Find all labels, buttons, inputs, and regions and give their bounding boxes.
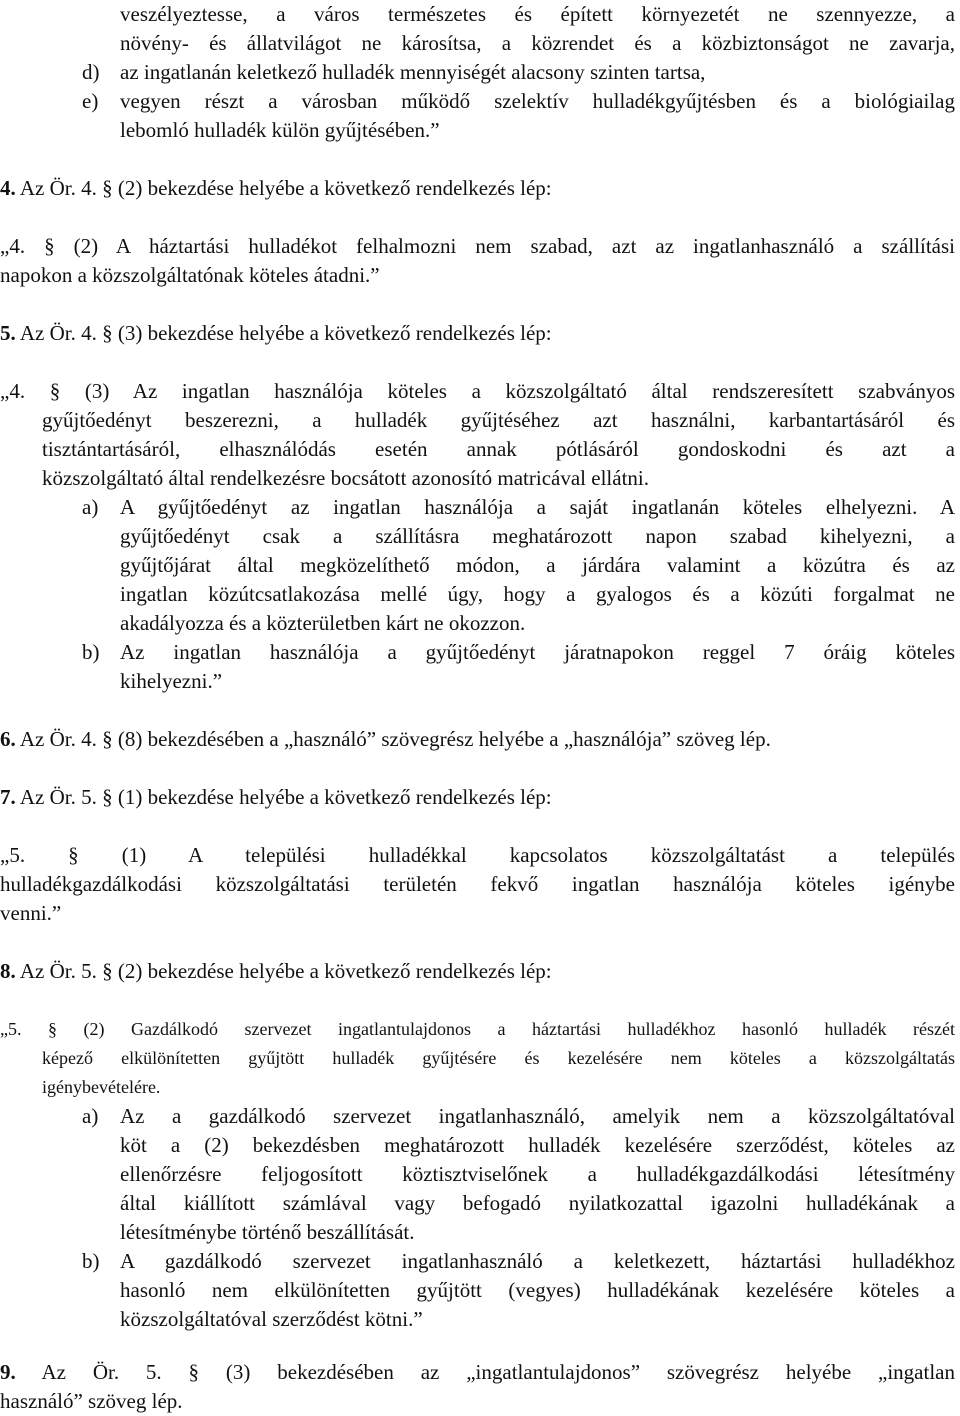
amendment-number: 7.	[0, 785, 16, 809]
text-line: gyűjtőedényt beszerezni, a hulladék gyűjtéséhez azt használni, karbantartásáról és	[42, 408, 955, 432]
amendment-heading: 9. Az Ör. 5. § (3) bekezdésében az „ingatlantulajdonos” szövegrész helyébe „ingatlan	[0, 1360, 955, 1384]
list-marker: d)	[82, 60, 100, 84]
amendment-heading: 6. Az Ör. 4. § (8) bekezdésében a „használó” szövegrész helyébe a „használója” szöveg lép.	[0, 727, 771, 751]
amendment-number: 8.	[0, 959, 16, 983]
amendment-heading: 7. Az Ör. 5. § (1) bekezdése helyébe a következő rendelkezés lép:	[0, 785, 552, 809]
text-line: hulladékgazdálkodási közszolgáltatási területén fekvő ingatlan használója köteles igénybe	[0, 872, 955, 896]
list-item: a) A gyűjtőedényt az ingatlan használója a saját ingatlanán köteles elhelyezni. A	[0, 493, 960, 522]
text-line: „4. § (3) Az ingatlan használója köteles a közszolgáltató által rendszeresített szabványos	[0, 379, 955, 403]
list-item: b) Az ingatlan használója a gyűjtőedényt járatnapokon reggel 7 óráig köteles	[0, 638, 960, 667]
amendment-number: 6.	[0, 727, 16, 751]
text-line: igénybevételére.	[42, 1077, 161, 1097]
text-line: hasonló nem elkülönítetten gyűjtött (vegyes) hulladékának kezelésére köteles a	[120, 1278, 955, 1302]
text-line: lebomló hulladék külön gyűjtésében.”	[120, 118, 440, 142]
amendment-heading: 4. Az Ör. 4. § (2) bekezdése helyébe a következő rendelkezés lép:	[0, 176, 552, 200]
text-line: ingatlan közútcsatlakozása mellé úgy, hogy a gyalogos és a közúti forgalmat ne	[120, 582, 955, 606]
text-line: kihelyezni.”	[120, 669, 223, 693]
list-marker: a)	[82, 495, 99, 519]
list-marker: a)	[82, 1104, 99, 1128]
text-line: létesítménybe történő beszállítását.	[120, 1220, 415, 1244]
text-line: növény- és állatvilágot ne károsítsa, a közrendet és a közbiztonságot ne zavarja,	[120, 31, 955, 55]
text-line: venni.”	[0, 901, 62, 925]
amendment-number: 9.	[0, 1360, 16, 1384]
list-item: a) Az a gazdálkodó szervezet ingatlanhasználó, amelyik nem a közszolgáltatóval	[0, 1102, 960, 1131]
amendment-number: 4.	[0, 176, 16, 200]
text-line: képező elkülönítetten gyűjtött hulladék gyűjtésére és kezelésére nem köteles a közszolgáltatás	[42, 1048, 955, 1068]
text-line: tisztántartásáról, elhasználódás esetén annak pótlásáról gondoskodni és azt a	[42, 437, 955, 461]
text-line: használó” szöveg lép.	[0, 1389, 183, 1413]
amendment-number: 5.	[0, 321, 16, 345]
text-line: „5. § (1) A települési hulladékkal kapcsolatos közszolgáltatást a település	[0, 843, 955, 867]
list-marker: e)	[82, 89, 99, 113]
list-marker: b)	[82, 640, 100, 664]
text-line: napokon a közszolgáltatónak köteles átadni.”	[0, 263, 380, 287]
text-line: gyűjtőedényt csak a szállításra meghatározott napon szabad kihelyezni, a	[120, 524, 955, 548]
text-line: által kiállított számlával vagy befogadó nyilatkozattal igazolni hulladékának a	[120, 1191, 955, 1215]
text-line: „5. § (2) Gazdálkodó szervezet ingatlantulajdonos a háztartási hulladékhoz hasonló hulladék részét	[0, 1019, 955, 1039]
text-line: veszélyeztesse, a város természetes és épített környezetét ne szennyezze, a	[120, 2, 955, 26]
list-marker: b)	[82, 1249, 100, 1273]
text-line: „4. § (2) A háztartási hulladékot felhalmozni nem szabad, azt az ingatlanhasználó a szállítási	[0, 234, 955, 258]
text-line: akadályozza és a közterületben kárt ne okozzon.	[120, 611, 526, 635]
text-line: gyűjtőjárat által megközelíthető módon, a járdára valamint a közútra és az	[120, 553, 955, 577]
amendment-heading: 5. Az Ör. 4. § (3) bekezdése helyébe a következő rendelkezés lép:	[0, 321, 552, 345]
text-line: ellenőrzésre feljogosított köztisztviselőnek a hulladékgazdálkodási létesítmény	[120, 1162, 955, 1186]
list-item: e) vegyen részt a városban működő szelektív hulladékgyűjtésben és a biológiailag	[0, 87, 960, 116]
text-line: közszolgáltatóval szerződést kötni.”	[120, 1307, 423, 1331]
amendment-heading: 8. Az Ör. 5. § (2) bekezdése helyébe a következő rendelkezés lép:	[0, 959, 552, 983]
text-line: közszolgáltató által rendelkezésre bocsátott azonosító matricával ellátni.	[42, 466, 650, 490]
list-item: b) A gazdálkodó szervezet ingatlanhasználó a keletkezett, háztartási hulladékhoz	[0, 1247, 960, 1276]
text-line: köt a (2) bekezdésben meghatározott hulladék kezelésére szerződést, köteles az	[120, 1133, 955, 1157]
list-item: d) az ingatlanán keletkező hulladék mennyiségét alacsony szinten tartsa,	[0, 58, 960, 87]
